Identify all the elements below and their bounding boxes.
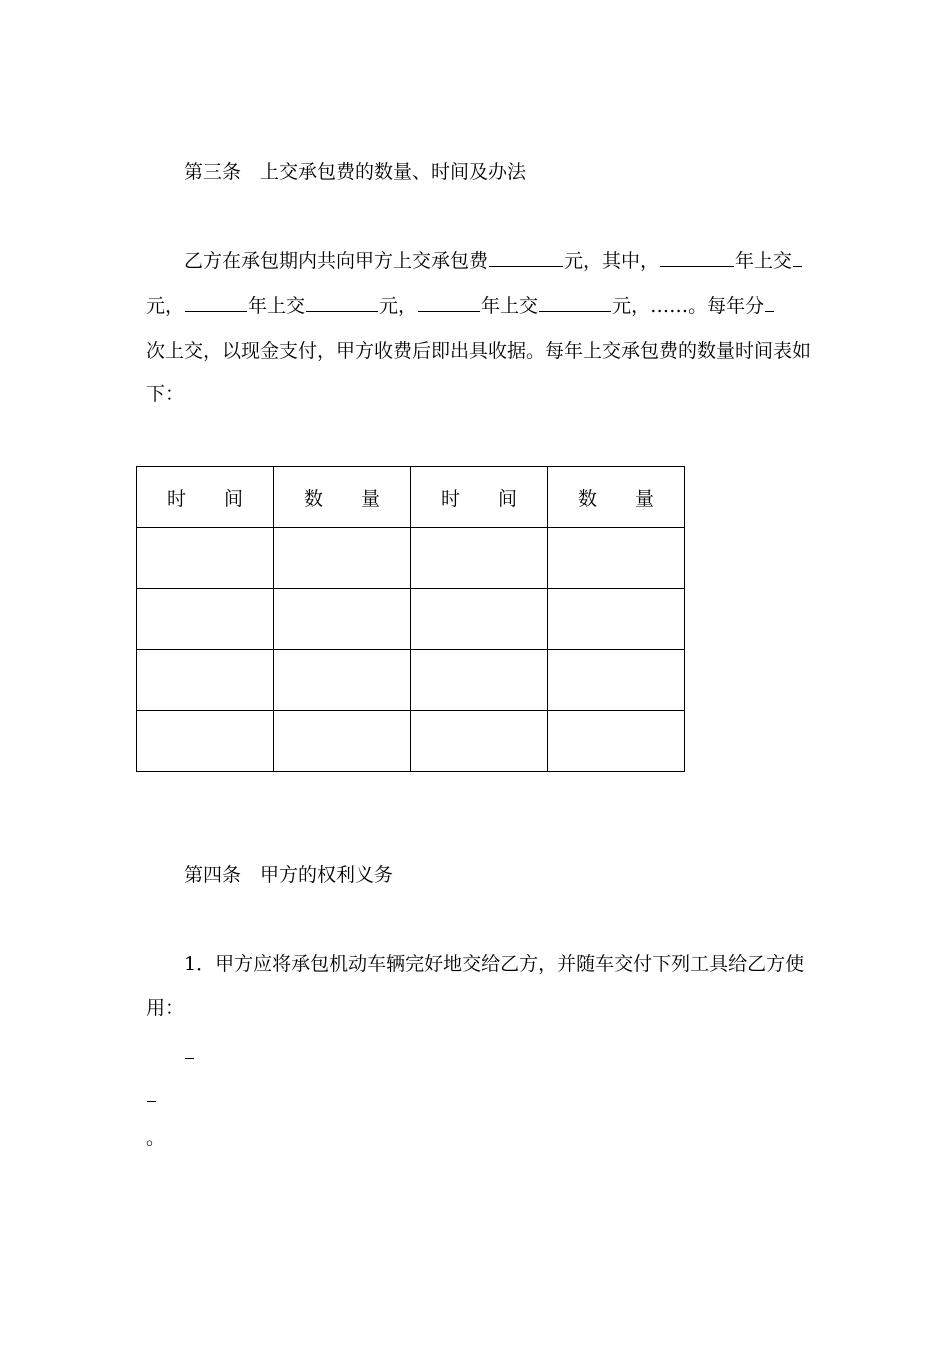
article-3-number: 第三条 [184,161,242,183]
article-4-item-1-line-2: 用： [146,997,185,1019]
article-3-paragraph-line-4: 下： [146,383,185,405]
article-3-title: 上交承包费的数量、时间及办法 [260,161,527,183]
article-3-paragraph-line-3: 次上交，以现金支付，甲方收费后即出具收据。每年上交承包费的数量时间表如 [146,340,812,362]
table-cell[interactable] [137,650,274,711]
table-cell[interactable] [411,711,548,772]
table-cell[interactable] [137,589,274,650]
fill-in-blank-amount-1[interactable] [793,249,802,267]
table-header-time-1: 时 间 [137,467,274,528]
table-header-time-2: 时 间 [411,467,548,528]
table-row [137,528,685,589]
table-cell[interactable] [274,711,411,772]
table-cell[interactable] [411,528,548,589]
paragraph-text: 年上交 [248,295,306,317]
paragraph-text: 乙方在承包期内共向甲方上交承包费 [184,250,489,272]
table-cell[interactable] [548,528,685,589]
paragraph-text: 年上交 [735,250,793,272]
paragraph-text: 元，其中， [564,250,660,272]
table-header-quantity-1: 数 量 [274,467,411,528]
article-3-paragraph-line-1 [184,249,803,273]
table-cell[interactable] [411,589,548,650]
article-3-paragraph-line-2 [146,294,775,318]
paragraph-text: 元，……。每年分 [612,295,765,317]
table-cell[interactable] [411,650,548,711]
tool-list-end-mark: 。 [146,1127,166,1149]
fill-in-blank-amount-3[interactable] [539,294,611,312]
table-cell[interactable] [137,711,274,772]
table-cell[interactable] [548,589,685,650]
tool-list-blank-line-2[interactable] [146,1084,157,1108]
article-4-item-1-line-1: 1．甲方应将承包机动车辆完好地交给乙方，并随车交付下列工具给乙方使 [184,953,805,975]
table-cell[interactable] [137,528,274,589]
fill-in-blank-amount-2[interactable] [306,294,378,312]
fill-in-blank-year-3[interactable] [418,294,480,312]
paragraph-text: 年上交 [481,295,539,317]
table-cell[interactable] [548,650,685,711]
table-cell[interactable] [274,528,411,589]
article-4-number: 第四条 [184,864,242,886]
table-cell[interactable] [548,711,685,772]
paragraph-text: 元， [379,295,418,317]
article-3-heading [184,160,526,184]
table-row [137,589,685,650]
fee-schedule-table [136,466,685,772]
table-row [137,711,685,772]
article-4-heading [184,863,393,887]
article-4-title: 甲方的权利义务 [260,864,394,886]
tool-list-blank-line-1[interactable] [184,1041,195,1065]
fill-in-blank-installments[interactable] [765,294,774,312]
table-row [137,650,685,711]
fill-in-blank-total-fee[interactable] [489,249,563,267]
fill-in-blank-year-1[interactable] [660,249,734,267]
table-header-quantity-2: 数 量 [548,467,685,528]
fill-in-blank-year-2[interactable] [185,294,247,312]
paragraph-text: 元， [146,295,185,317]
table-header-row [137,467,685,528]
table-cell[interactable] [274,650,411,711]
table-cell[interactable] [274,589,411,650]
